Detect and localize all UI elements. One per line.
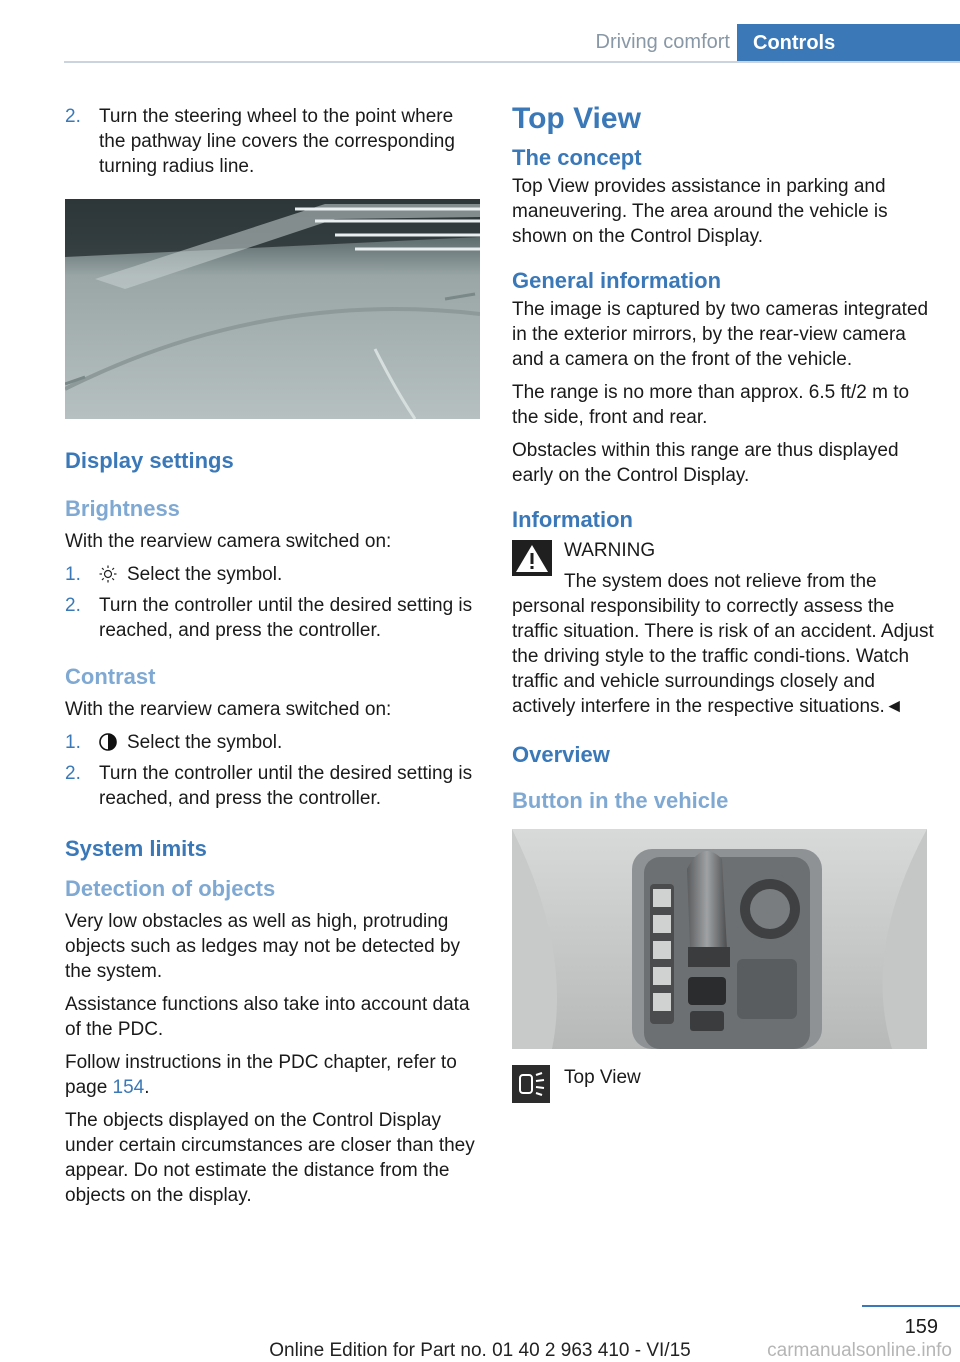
footer-edition: Online Edition for Part no. 01 40 2 963 410 - VI/15 — [269, 1340, 691, 1361]
header-chapter-tab: Controls — [737, 24, 960, 62]
warning-text: personal responsibility to correctly assess the traffic situation. There is risk of an accident. Adjust the driving style to the traffic condi-tions. Watch traffic and vehicle surroundings closely and actively interfere in the respective situations.◄ — [512, 596, 934, 717]
paragraph: Follow instructions in the PDC chapter, refer to page 154. — [65, 1052, 457, 1098]
paragraph: Top View provides assistance in parking and maneuvering. The area around the vehicle is shown on the Control Display. — [512, 176, 888, 247]
top-view-button-label: Top View — [564, 1067, 641, 1088]
page-reference-link[interactable]: 154 — [112, 1077, 145, 1098]
center-console-image — [512, 829, 927, 1049]
brightness-intro: With the rearview camera switched on: — [65, 531, 392, 552]
warning-block — [512, 538, 937, 719]
list-item — [65, 730, 483, 755]
warning-text-first-line: The system does not relieve from the — [564, 571, 877, 592]
heading-display-settings: Display settings — [65, 448, 234, 473]
list-item — [65, 761, 483, 811]
rearview-camera-image — [65, 199, 480, 419]
right-column — [512, 102, 937, 1103]
paragraph: Very low obstacles as well as high, protruding objects such as ledges may not be detected by the system. — [65, 911, 461, 982]
list-item — [65, 593, 483, 643]
left-column — [65, 104, 483, 1216]
heading-detection-of-objects: Detection of objects — [65, 876, 276, 901]
header-divider — [64, 61, 960, 63]
header-section-title: Driving comfort — [595, 31, 730, 53]
heading-top-view: Top View — [512, 102, 641, 135]
step-text: Turn the controller until the desired setting is reached, and press the controller. — [99, 763, 473, 809]
heading-button-in-vehicle: Button in the vehicle — [512, 788, 729, 813]
heading-information: Information — [512, 507, 633, 532]
warning-triangle-icon — [512, 540, 552, 576]
contrast-intro: With the rearview camera switched on: — [65, 699, 392, 720]
step-number: 2. — [65, 595, 81, 616]
heading-general-information: General information — [512, 268, 722, 293]
step-text: Select the symbol. — [127, 564, 283, 585]
step-number: 1. — [65, 732, 81, 753]
heading-overview: Overview — [512, 742, 610, 767]
paragraph: The objects displayed on the Control Display under certain circumstances are closer than they appear. Do not estimate the distance from the objects on the display. — [65, 1110, 475, 1206]
watermark: carmanualsonline.info — [767, 1340, 952, 1361]
step-number: 1. — [65, 564, 81, 585]
warning-label: WARNING — [564, 540, 656, 561]
brightness-icon — [99, 565, 117, 583]
contrast-icon — [99, 733, 117, 751]
paragraph: Assistance functions also take into account data of the PDC. — [65, 994, 470, 1040]
step-text: Turn the controller until the desired setting is reached, and press the controller. — [99, 595, 473, 641]
footer-divider — [862, 1305, 960, 1307]
page-number: 159 — [904, 1316, 938, 1338]
paragraph: The image is captured by two cameras integrated in the exterior mirrors, by the rear-view camera and a camera on the front of the vehicle. — [512, 299, 929, 370]
step-text: Turn the steering wheel to the point where the pathway line covers the corresponding turning radius line. — [99, 106, 455, 177]
list-item — [65, 104, 483, 179]
paragraph: Obstacles within this range are thus displayed early on the Control Display. — [512, 440, 899, 486]
center-console-illustration — [512, 829, 927, 1049]
heading-the-concept: The concept — [512, 145, 642, 170]
heading-contrast: Contrast — [65, 664, 156, 689]
heading-brightness: Brightness — [65, 496, 180, 521]
paragraph: The range is no more than approx. 6.5 ft/2 m to the side, front and rear. — [512, 382, 910, 428]
list-item — [65, 562, 483, 587]
top-view-button-row — [512, 1065, 937, 1103]
step-number: 2. — [65, 106, 81, 127]
step-number: 2. — [65, 763, 81, 784]
camera-display-illustration — [65, 199, 480, 419]
step-text: Select the symbol. — [127, 732, 283, 753]
heading-system-limits: System limits — [65, 836, 207, 861]
top-view-button-icon — [512, 1065, 550, 1103]
